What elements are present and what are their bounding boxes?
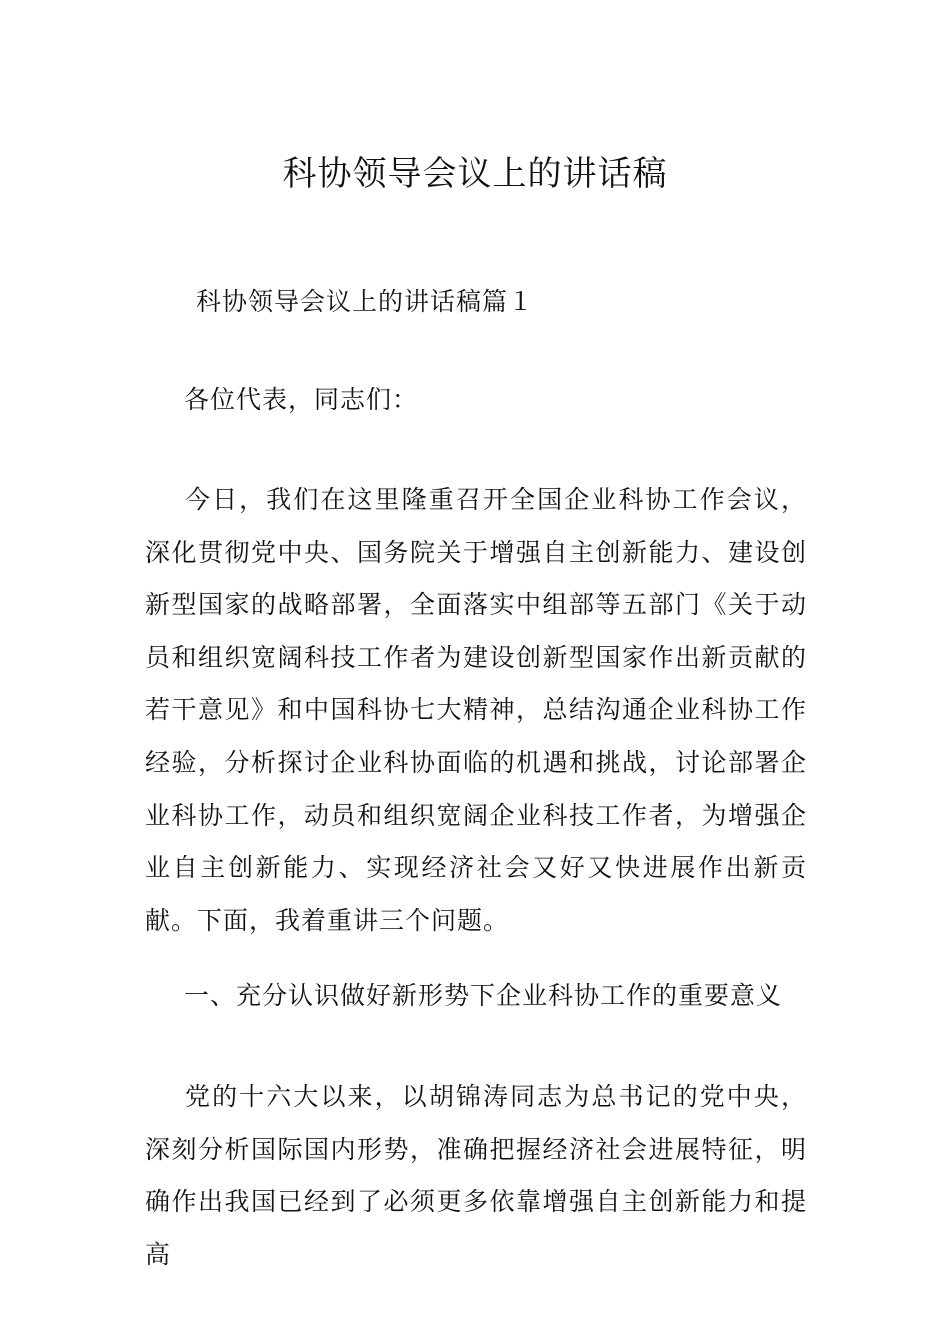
body-paragraph: 今日，我们在这里隆重召开全国企业科协工作会议，深化贯彻党中央、国务院关于增强自主创新能力、建设创新型国家的战略部署，全面落实中组部等五部门《关于动员和组织宽阔科技工作者为建设创新型国家作出新贡献的若干意见》和中国科协七大精神，总结沟通企业科协工作经验，分析探讨企业科协面临的机遇和挑战，讨论部署企业科协工作，动员和组织宽阔企业科技工作者，为增强企业自主创新能力、实现经济社会又好又快进展作出新贡献。下面，我着重讲三个问题。 bbox=[145, 485, 807, 935]
document-title: 科协领导会议上的讲话稿 bbox=[282, 153, 668, 194]
section-heading: 一、充分认识做好新形势下企业科协工作的重要意义 bbox=[184, 981, 783, 1010]
body-paragraph: 党的十六大以来，以胡锦涛同志为总书记的党中央，深刻分析国际国内形势，准确把握经济社会进展特征，明确作出我国已经到了必须更多依靠增强自主创新能力和提高 bbox=[145, 1082, 807, 1269]
document-subtitle: 科协领导会议上的讲话稿篇１ bbox=[196, 287, 535, 316]
salutation: 各位代表，同志们： bbox=[184, 385, 419, 414]
